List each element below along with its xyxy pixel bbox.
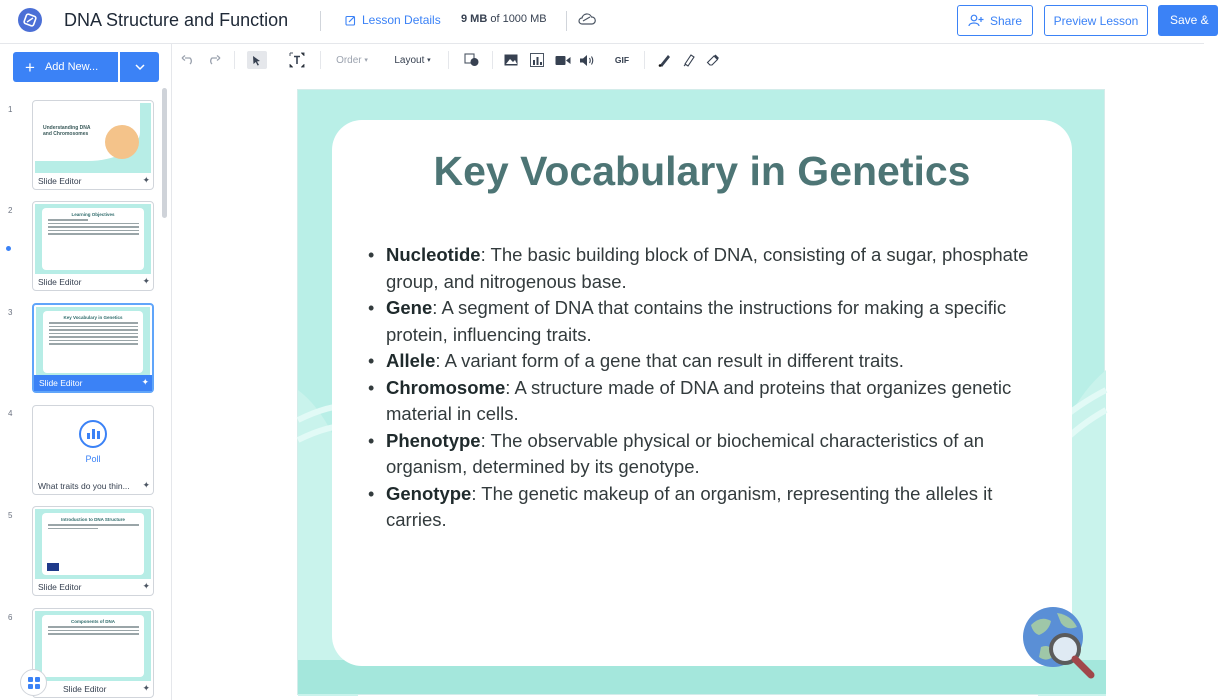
cloud-sync-icon <box>578 12 596 31</box>
definition: : A variant form of a gene that can result in different traits. <box>435 350 904 371</box>
slide-thumbnail-1[interactable] <box>32 100 154 190</box>
toolbar-divider <box>644 51 645 69</box>
thumbnail-text-line <box>49 336 138 338</box>
slide-thumbnail-6[interactable] <box>32 608 154 698</box>
preview-lesson-button[interactable] <box>1044 5 1148 36</box>
thumbnail-title: Key Vocabulary in Genetics <box>63 315 123 320</box>
editor-toolbar <box>172 44 1204 77</box>
thumbnail-title: Understanding DNA and Chromosomes <box>43 125 91 137</box>
thumbnail-title: Introduction to DNA Structure <box>61 517 125 522</box>
slide-number: 4 <box>8 409 13 418</box>
thumbnail-text-line <box>49 340 138 342</box>
slide-thumbnail-5[interactable] <box>32 506 154 596</box>
thumbnail-text-line <box>48 524 139 526</box>
save-button[interactable] <box>1158 5 1218 36</box>
thumbnail-card <box>42 615 144 677</box>
thumbnail-preview <box>35 611 151 681</box>
term: Chromosome <box>386 376 506 398</box>
list-item <box>366 242 1056 295</box>
thumbnail-text-line <box>48 233 139 235</box>
redo-icon[interactable] <box>206 51 222 69</box>
add-new-button[interactable] <box>13 52 118 82</box>
add-new-dropdown-button[interactable] <box>120 52 159 82</box>
slide-number: 5 <box>8 511 13 520</box>
toolbar-divider <box>234 51 235 69</box>
thumbnail-text-line <box>49 343 138 345</box>
thumbnail-text-line <box>49 333 138 335</box>
lesson-title[interactable]: DNA Structure and Function <box>64 10 289 30</box>
ai-sparkle-icon[interactable]: ✦ <box>142 276 150 286</box>
thumbnail-text-line <box>48 630 139 632</box>
order-dropdown[interactable]: Order ▾ <box>336 54 368 66</box>
slide-number: 6 <box>8 613 13 622</box>
header-divider <box>320 11 321 31</box>
thumbnail-text-line <box>48 528 98 530</box>
toolbar-divider <box>448 51 449 69</box>
slide-canvas[interactable] <box>297 89 1105 695</box>
ai-sparkle-icon[interactable]: ✦ <box>142 581 150 591</box>
thumbnail-text-line <box>49 329 138 331</box>
thumbnail-text-line <box>48 219 88 221</box>
edit-icon <box>345 15 356 26</box>
thumbnail-footer: Slide Editor <box>38 277 82 287</box>
thumbnail-text-line <box>49 322 138 324</box>
thumbnail-text-line <box>48 226 139 228</box>
chevron-down-icon <box>135 64 145 70</box>
audio-icon[interactable] <box>578 51 596 69</box>
thumbnail-preview <box>35 204 151 274</box>
thumbnail-text-line <box>48 626 139 628</box>
thumbnail-footer: What traits do you thin... <box>38 481 130 491</box>
thumbnail-preview <box>35 509 151 579</box>
lesson-details-button[interactable] <box>345 13 441 27</box>
ai-sparkle-icon[interactable]: ✦ <box>141 377 149 387</box>
term: Allele <box>386 350 436 371</box>
list-item <box>366 295 1056 348</box>
share-button[interactable] <box>957 5 1033 36</box>
header-divider <box>566 11 567 31</box>
text-tool-icon[interactable] <box>287 51 307 69</box>
slide-thumbnail-4[interactable] <box>32 405 154 495</box>
storage-indicator <box>461 13 547 25</box>
slide-number: 3 <box>8 308 13 317</box>
storage-used: 9 MB <box>461 13 488 25</box>
term: Nucleotide <box>386 244 481 265</box>
thumbnail-footer: Slide Editor <box>38 176 82 186</box>
definition: : A segment of DNA that contains the instructions for making a specific protein, influencing traits. <box>386 297 1007 345</box>
term: Phenotype <box>386 429 481 451</box>
highlighter-icon[interactable] <box>680 51 698 69</box>
ai-sparkle-icon[interactable]: ✦ <box>142 175 150 185</box>
slide-title[interactable]: Key Vocabulary in Genetics <box>433 148 971 194</box>
image-icon[interactable] <box>502 51 520 69</box>
definition: : The observable physical or biochemical characteristics of an organism, determined by its genotype. <box>386 429 985 477</box>
save-label: Save & <box>1170 13 1209 27</box>
pen-icon[interactable] <box>656 51 674 69</box>
chart-icon[interactable] <box>528 51 546 69</box>
poll-label: Poll <box>85 454 101 464</box>
thumbnail-preview <box>36 307 150 377</box>
preview-label: Preview Lesson <box>1053 13 1139 28</box>
ai-sparkle-icon[interactable]: ✦ <box>142 480 150 490</box>
storage-total: of 1000 MB <box>490 13 547 25</box>
thumbnail-card <box>42 208 144 270</box>
term: Genotype <box>386 482 472 504</box>
thumbnail-text-line <box>49 326 138 328</box>
sidebar-scrollbar[interactable] <box>162 88 167 218</box>
thumbnail-text-line <box>48 223 139 225</box>
order-label: Order <box>336 54 362 66</box>
plus-icon: + <box>25 57 35 77</box>
grid-view-button[interactable] <box>20 669 47 696</box>
select-pointer-icon[interactable] <box>247 51 267 69</box>
eraser-icon[interactable] <box>704 51 722 69</box>
slide-sidebar <box>0 44 172 700</box>
layout-label: Layout <box>394 54 425 66</box>
thumbnail-text-line <box>48 633 139 635</box>
gif-button[interactable]: GIF <box>614 55 630 65</box>
slide-number: 2 <box>8 206 13 215</box>
thumbnail-image <box>105 125 139 159</box>
thumbnail-footer: Slide Editor <box>38 582 82 592</box>
slide-thumbnail-3[interactable] <box>32 303 154 393</box>
shape-tool-icon[interactable] <box>462 51 482 69</box>
poll-chart-icon <box>79 420 107 448</box>
slide-thumbnail-2[interactable] <box>32 201 154 291</box>
definition: : A structure made of DNA and proteins that organizes genetic material in cells. <box>386 376 1012 424</box>
list-item <box>366 375 1056 428</box>
lesson-details-label: Lesson Details <box>362 13 441 27</box>
top-header <box>0 0 1209 44</box>
thumbnail-preview <box>35 103 151 173</box>
toolbar-divider <box>492 51 493 69</box>
list-item <box>366 428 1056 481</box>
list-item <box>366 481 1056 534</box>
thumbnail-title: Components of DNA <box>71 619 115 624</box>
slide-number: 1 <box>8 105 13 114</box>
grid-icon <box>28 677 40 689</box>
app-logo-icon[interactable] <box>18 8 42 32</box>
share-label: Share <box>989 13 1023 28</box>
vocabulary-list[interactable] <box>366 242 1056 534</box>
thumbnail-card <box>43 311 143 373</box>
thumbnail-image <box>47 563 59 571</box>
ai-sparkle-icon[interactable]: ✦ <box>142 683 150 693</box>
video-icon[interactable] <box>554 51 572 69</box>
current-slide-marker <box>6 246 11 251</box>
undo-icon[interactable] <box>180 51 196 69</box>
term: Gene <box>386 297 433 318</box>
thumbnail-title: Learning Objectives <box>71 212 115 217</box>
layout-dropdown[interactable]: Layout ▾ <box>394 54 431 66</box>
definition: : The genetic makeup of an organism, representing the alleles it carries. <box>386 482 993 530</box>
thumbnail-footer: Slide Editor <box>34 375 152 391</box>
list-item <box>366 348 1056 375</box>
add-user-icon <box>968 14 984 27</box>
toolbar-divider <box>320 51 321 69</box>
globe-magnifier-icon <box>1021 605 1101 690</box>
add-new-label: Add New... <box>44 61 99 73</box>
thumbnail-text-line <box>48 230 139 232</box>
definition: : The basic building block of DNA, consisting of a sugar, phosphate group, and nitrogenous base. <box>386 244 1029 292</box>
thumbnail-footer: Slide Editor <box>63 684 107 694</box>
